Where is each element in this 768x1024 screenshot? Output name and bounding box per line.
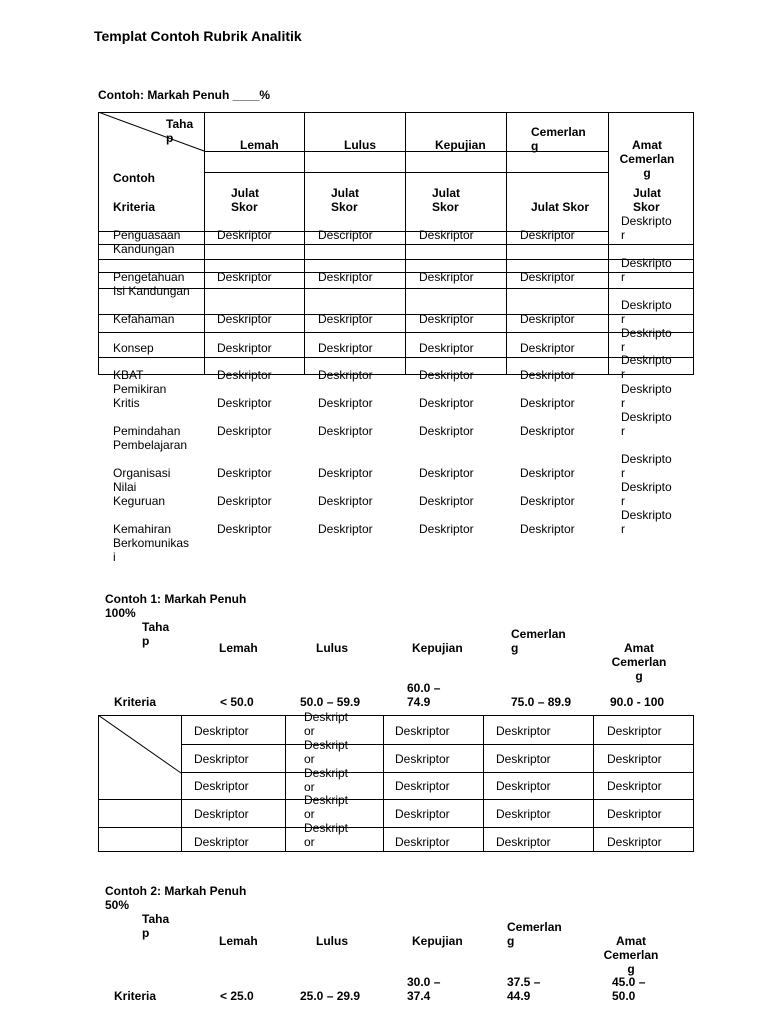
descriptor-cell: Deskriptor xyxy=(217,466,272,480)
criterion-name: Konsep xyxy=(113,341,154,355)
descriptor-cell: Deskriptor xyxy=(607,807,662,821)
descriptor-cell: Deskriptor xyxy=(217,312,272,326)
descriptor-cell: Deskriptor xyxy=(395,724,450,738)
descriptor-cell: Deskripto r xyxy=(621,353,672,381)
julat-skor-cemerlang: Julat Skor xyxy=(531,200,590,214)
descriptor-cell: Deskriptor xyxy=(217,228,272,242)
descriptor-cell: Deskriptor xyxy=(496,835,551,849)
criterion-name: Kefahaman xyxy=(113,312,175,326)
descriptor-cell: Deskripto r xyxy=(621,326,672,354)
descriptor-cell: Deskripto r xyxy=(621,452,672,480)
descriptor-cell: Deskriptor xyxy=(520,494,575,508)
descriptor-cell: Deskriptor xyxy=(520,368,575,382)
descriptor-cell: Deskriptor xyxy=(496,779,551,793)
descriptor-cell: Deskriptor xyxy=(217,270,272,284)
descriptor-cell: Deskriptor xyxy=(217,396,272,410)
level-lemah: Lemah xyxy=(240,138,279,152)
level-cemerlang: Cemerlan g xyxy=(507,920,562,948)
descriptor-cell: Deskriptor xyxy=(395,807,450,821)
descriptor-cell: Deskriptor xyxy=(607,724,662,738)
descriptor-cell: Deskriptor xyxy=(520,522,575,536)
contoh-label: Contoh xyxy=(113,171,155,185)
descriptor-cell: Deskripto r xyxy=(621,508,672,536)
level-kepujian: Kepujian xyxy=(412,934,463,948)
range-cemerlang: 75.0 – 89.9 xyxy=(511,695,572,709)
range-lemah: < 25.0 xyxy=(220,989,254,1003)
criterion-name: Kemahiran Berkomunikas i xyxy=(113,522,190,564)
descriptor-cell: Deskriptor xyxy=(194,807,249,821)
range-lemah: < 50.0 xyxy=(220,695,254,709)
level-amat-cemerlang: Amat Cemerlan g xyxy=(603,934,659,976)
descriptor-cell: Deskripto r xyxy=(621,256,672,284)
descriptor-cell: Deskriptor xyxy=(318,396,373,410)
level-amat-cemerlang: Amat Cemerlan g xyxy=(611,641,667,683)
descriptor-cell: Deskriptor xyxy=(217,341,272,355)
level-lulus: Lulus xyxy=(344,138,376,152)
descriptor-cell: Deskriptor xyxy=(217,424,272,438)
descriptor-cell: Deskript or xyxy=(304,821,349,849)
level-lulus: Lulus xyxy=(316,641,348,655)
diagonal-divider xyxy=(98,715,182,775)
criterion-name: Pemindahan Pembelajaran xyxy=(113,424,188,452)
level-cemerlang: Cemerlan g xyxy=(531,125,586,153)
descriptor-cell: Deskripto r xyxy=(621,298,672,326)
tahap-label: Taha p xyxy=(142,620,170,648)
descriptor-cell: Deskriptor xyxy=(318,341,373,355)
descriptor-cell: Deskriptor xyxy=(419,368,474,382)
range-cemerlang: 37.5 – 44.9 xyxy=(507,975,541,1003)
descriptor-cell: Deskriptor xyxy=(496,807,551,821)
kriteria-label: Kriteria xyxy=(113,200,156,214)
julat-skor-kepujian: Julat Skor xyxy=(432,186,461,214)
descriptor-cell: Deskriptor xyxy=(520,270,575,284)
descriptor-cell: Deskriptor xyxy=(520,466,575,480)
descriptor-cell: Deskriptor xyxy=(419,522,474,536)
descriptor-cell: Deskriptor xyxy=(419,312,474,326)
descriptor-cell: Deskriptor xyxy=(395,835,450,849)
kriteria-label: Kriteria xyxy=(114,695,157,709)
descriptor-cell: Deskript or xyxy=(304,710,349,738)
descriptor-cell: Deskript or xyxy=(304,766,349,794)
criterion-name: Organisasi Nilai xyxy=(113,466,171,494)
descriptor-cell: Deskripto r xyxy=(621,480,672,508)
section2-heading: Contoh 1: Markah Penuh 100% xyxy=(105,592,247,620)
descriptor-cell: Deskriptor xyxy=(520,312,575,326)
descriptor-cell: Deskriptor xyxy=(607,835,662,849)
level-lulus: Lulus xyxy=(316,934,348,948)
range-kepujian: 30.0 – 37.4 xyxy=(407,975,441,1003)
descriptor-cell: Deskriptor xyxy=(419,466,474,480)
range-lulus: 50.0 – 59.9 xyxy=(300,695,361,709)
descriptor-cell: Deskriptor xyxy=(217,368,272,382)
criterion-name: Pengetahuan Isi Kandungan xyxy=(113,270,190,298)
descriptor-cell: Deskriptor xyxy=(217,494,272,508)
level-lemah: Lemah xyxy=(219,934,258,948)
section3-heading: Contoh 2: Markah Penuh 50% xyxy=(105,884,247,912)
descriptor-cell: Deskriptor xyxy=(520,424,575,438)
descriptor-cell: Deskriptor xyxy=(520,396,575,410)
descriptor-cell: Deskriptor xyxy=(395,752,450,766)
julat-skor-amat-cemerlang: Julat Skor xyxy=(633,186,662,214)
descriptor-cell: Deskriptor xyxy=(419,270,474,284)
julat-skor-lemah: Julat Skor xyxy=(231,186,260,214)
descriptor-cell: Deskript or xyxy=(304,738,349,766)
descriptor-cell: Deskriptor xyxy=(318,522,373,536)
descriptor-cell: Deskriptor xyxy=(395,779,450,793)
descriptor-cell: Deskriptor xyxy=(318,312,373,326)
range-amat-cemerlang: 90.0 - 100 xyxy=(610,695,665,709)
level-cemerlang: Cemerlan g xyxy=(511,627,566,655)
descriptor-cell: Deskriptor xyxy=(194,752,249,766)
descriptor-cell: Deskriptor xyxy=(318,368,373,382)
descriptor-cell: Deskriptor xyxy=(318,424,373,438)
julat-skor-lulus: Julat Skor xyxy=(331,186,360,214)
descriptor-cell: Deskriptor xyxy=(194,835,249,849)
descriptor-cell: Deskriptor xyxy=(520,228,575,242)
range-kepujian: 60.0 – 74.9 xyxy=(407,681,441,709)
descriptor-cell: Deskriptor xyxy=(607,779,662,793)
descriptor-cell: Deskriptor xyxy=(496,724,551,738)
range-amat-cemerlang: 45.0 – 50.0 xyxy=(612,975,646,1003)
descriptor-cell: Deskripto r xyxy=(621,382,672,410)
descriptor-cell: Deskriptor xyxy=(419,341,474,355)
criterion-name: KBAT xyxy=(113,368,144,382)
criterion-name: Penguasaan Kandungan xyxy=(113,228,181,256)
descriptor-cell: Deskriptor xyxy=(419,228,474,242)
descriptor-cell: Deskriptor xyxy=(607,752,662,766)
section1-heading: Contoh: Markah Penuh ____% xyxy=(98,88,271,102)
descriptor-cell: Deskriptor xyxy=(318,270,373,284)
descriptor-cell: Deskripto r xyxy=(621,410,672,438)
criterion-name: Keguruan xyxy=(113,494,166,508)
descriptor-cell: Deskriptor xyxy=(520,341,575,355)
range-lulus: 25.0 – 29.9 xyxy=(300,989,361,1003)
kriteria-label: Kriteria xyxy=(114,989,157,1003)
descriptor-cell: Deskriptor xyxy=(496,752,551,766)
level-kepujian: Kepujian xyxy=(412,641,463,655)
descriptor-cell: Deskriptor xyxy=(419,424,474,438)
tahap-label: Taha p xyxy=(142,912,170,940)
descriptor-cell: Deskriptor xyxy=(318,466,373,480)
descriptor-cell: Deskripto r xyxy=(621,214,672,242)
descriptor-cell: Deskript or xyxy=(304,793,349,821)
level-lemah: Lemah xyxy=(219,641,258,655)
tahap-label: Taha p xyxy=(166,117,194,145)
level-amat-cemerlang: Amat Cemerlan g xyxy=(619,138,675,180)
descriptor-cell: Deskriptor xyxy=(217,522,272,536)
descriptor-cell: Deskriptor xyxy=(194,779,249,793)
level-kepujian: Kepujian xyxy=(435,138,486,152)
criterion-name: Pemikiran Kritis xyxy=(113,382,167,410)
descriptor-cell: Deskriptor xyxy=(194,724,249,738)
document-title: Templat Contoh Rubrik Analitik xyxy=(94,28,302,44)
descriptor-cell: Deskriptor xyxy=(318,494,373,508)
descriptor-cell: Deskriptor xyxy=(419,494,474,508)
descriptor-cell: Descriptor xyxy=(318,228,373,242)
descriptor-cell: Deskriptor xyxy=(419,396,474,410)
